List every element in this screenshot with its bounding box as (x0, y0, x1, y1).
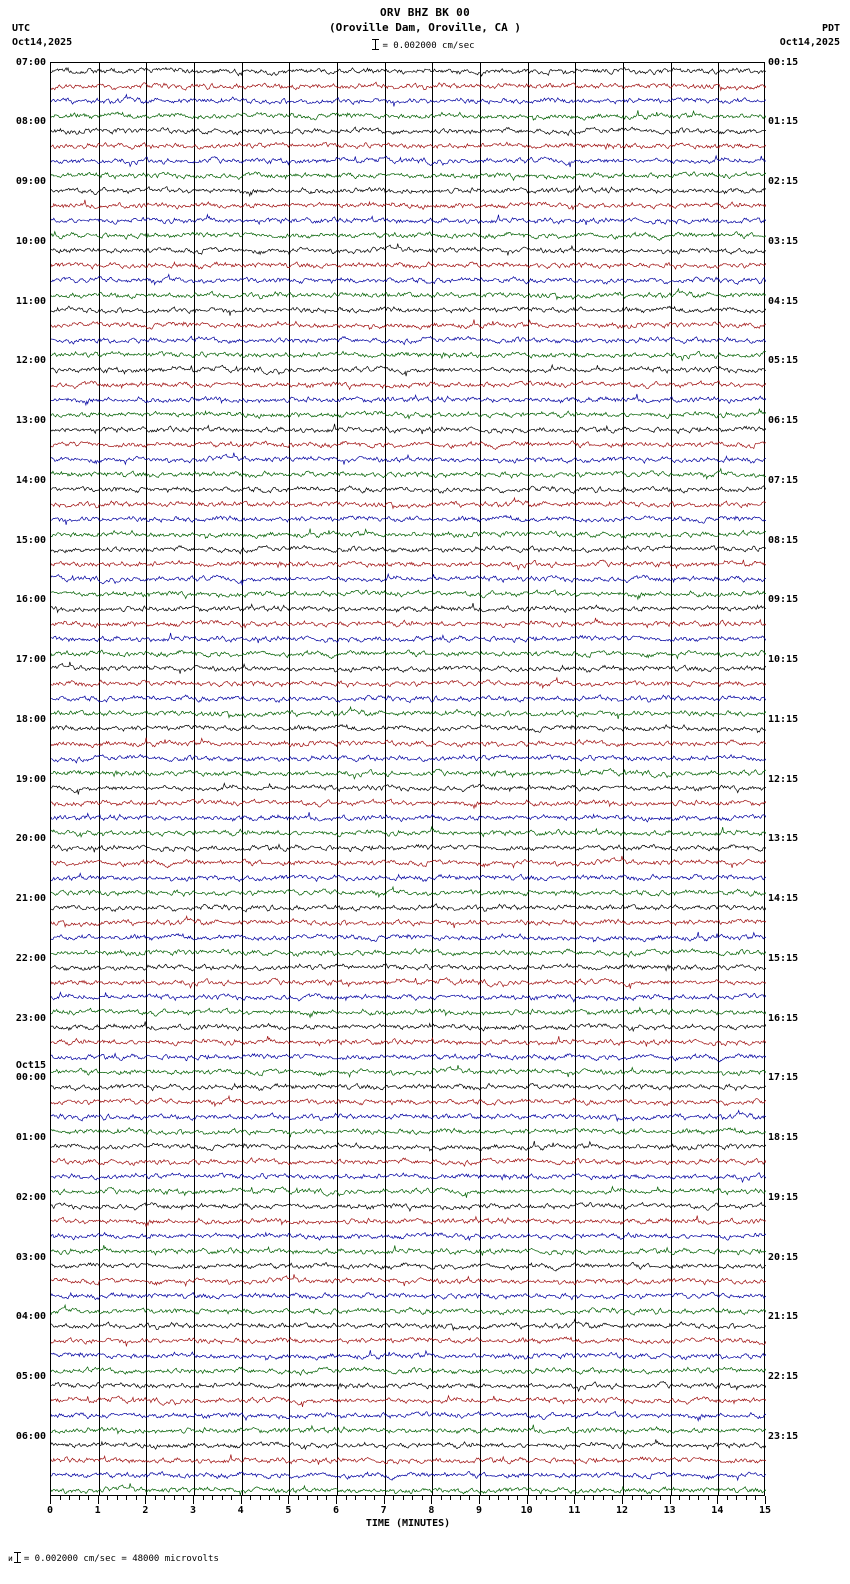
row-label-pdt: 02:15 (768, 176, 799, 187)
axis-minor-tick (298, 1496, 299, 1500)
row-label-utc: 01:00 (15, 1132, 46, 1143)
trace-line (51, 262, 766, 269)
trace-line (51, 827, 766, 837)
row-label-pdt: 16:15 (768, 1012, 799, 1024)
axis-minor-tick (117, 1496, 118, 1500)
trace-line (51, 1455, 766, 1465)
row-label-pdt: 23:15 (768, 1430, 799, 1442)
row-label-pdt: 13:15 (768, 833, 799, 845)
axis-minor-tick (603, 1496, 604, 1500)
row-label-pdt: 09:15 (768, 594, 799, 606)
trace-line (51, 1065, 766, 1077)
trace-line (51, 1425, 766, 1434)
trace-line (51, 904, 766, 912)
trace-line (51, 320, 766, 330)
trace-line (51, 351, 766, 360)
trace-line (51, 1128, 766, 1138)
axis-tick (384, 1496, 385, 1504)
axis-minor-tick (107, 1496, 108, 1500)
axis-minor-tick (679, 1496, 680, 1500)
trace-line (51, 110, 766, 120)
row-label-utc: 11:00 (15, 295, 46, 307)
row-label-utc: 04:00 (15, 1311, 46, 1323)
axis-minor-tick (736, 1496, 737, 1500)
trace-line (51, 156, 766, 167)
seismic-traces (51, 63, 766, 1497)
axis-minor-tick (155, 1496, 156, 1500)
axis-minor-tick (365, 1496, 366, 1500)
trace-line (51, 1262, 766, 1271)
row-label-pdt: 20:15 (768, 1251, 799, 1263)
trace-line (51, 498, 766, 509)
row-label-pdt: 21:15 (768, 1311, 799, 1323)
row-label-pdt: 14:15 (768, 893, 799, 904)
trace-line (51, 603, 766, 612)
right-date-label: Oct14,2025 (779, 37, 840, 48)
trace-line (51, 844, 766, 852)
axis-minor-tick (412, 1496, 413, 1500)
axis-tick-label: 8 (428, 1505, 435, 1516)
axis-tick-label: 2 (142, 1505, 149, 1516)
axis-tick (479, 1496, 480, 1504)
axis-minor-tick (317, 1496, 318, 1500)
trace-line (51, 68, 766, 77)
axis-minor-tick (460, 1496, 461, 1500)
trace-line (51, 215, 766, 225)
row-label-utc: 19:00 (15, 773, 46, 785)
left-timezone (12, 22, 72, 50)
trace-line (51, 932, 766, 942)
trace-line (51, 306, 766, 316)
trace-line (51, 453, 766, 465)
axis-tick (670, 1496, 671, 1504)
axis-minor-tick (269, 1496, 270, 1500)
row-label-pdt: 19:15 (768, 1191, 799, 1203)
trace-line (51, 1158, 766, 1166)
axis-minor-tick (612, 1496, 613, 1500)
axis-minor-tick (212, 1496, 213, 1500)
row-label-utc: 15:00 (15, 534, 46, 546)
axis-minor-tick (565, 1496, 566, 1500)
trace-line (51, 1245, 766, 1255)
location-title: (Oroville Dam, Oroville, CA ) (328, 21, 522, 34)
axis-minor-tick (136, 1496, 137, 1500)
trace-line (51, 394, 766, 405)
trace-line (51, 381, 766, 390)
trace-line (51, 336, 766, 344)
trace-line (51, 1036, 766, 1046)
time-axis (46, 1496, 772, 1530)
trace-line (51, 1412, 766, 1421)
axis-minor-tick (755, 1496, 756, 1500)
footer-scale-label: = 0.002000 cm/sec = 48000 microvolts (23, 1554, 219, 1564)
row-label-utc: 20:00 (15, 833, 46, 845)
axis-tick-label: 12 (615, 1505, 629, 1516)
trace-line (51, 1439, 766, 1449)
axis-minor-tick (746, 1496, 747, 1500)
axis-minor-tick (346, 1496, 347, 1500)
axis-minor-tick (231, 1496, 232, 1500)
axis-tick (574, 1496, 575, 1504)
trace-line (51, 1367, 766, 1375)
trace-line (51, 916, 766, 928)
row-label-utc: 08:00 (15, 116, 46, 128)
trace-line (51, 650, 766, 659)
station-title: ORV BHZ BK 00 (380, 6, 470, 19)
axis-title: TIME (MINUTES) (365, 1518, 451, 1529)
trace-line (51, 812, 766, 822)
trace-line (51, 529, 766, 539)
axis-minor-tick (203, 1496, 204, 1500)
right-timezone (780, 22, 840, 50)
row-label-pdt: 18:15 (768, 1132, 799, 1143)
axis-minor-tick (355, 1496, 356, 1500)
trace-line (51, 142, 766, 149)
row-label-utc: 10:00 (15, 235, 46, 247)
axis-tick (98, 1496, 99, 1504)
helicorder-plot (50, 62, 765, 1496)
axis-minor-tick (508, 1496, 509, 1500)
trace-line (51, 232, 766, 241)
axis-tick (50, 1496, 51, 1504)
row-label-utc: 06:00 (15, 1430, 46, 1442)
axis-minor-tick (307, 1496, 308, 1500)
row-label-pdt: 11:15 (768, 713, 799, 725)
trace-line (51, 560, 766, 570)
row-label-utc: 03:00 (15, 1251, 46, 1263)
axis-minor-tick (222, 1496, 223, 1500)
trace-line (51, 1096, 766, 1106)
axis-minor-tick (708, 1496, 709, 1500)
axis-minor-tick (260, 1496, 261, 1500)
trace-line (51, 738, 766, 748)
axis-tick-label: 5 (285, 1505, 292, 1516)
axis-minor-tick (632, 1496, 633, 1500)
trace-line (51, 1382, 766, 1392)
axis-minor-tick (126, 1496, 127, 1500)
axis-minor-tick (698, 1496, 699, 1500)
trace-line (51, 1053, 766, 1062)
row-label-pdt: 00:15 (768, 56, 799, 68)
axis-minor-tick (546, 1496, 547, 1500)
axis-minor-tick (517, 1496, 518, 1500)
scale-legend-label: = 0.002000 cm/sec (382, 41, 475, 51)
axis-minor-tick (422, 1496, 423, 1500)
axis-minor-tick (727, 1496, 728, 1500)
row-label-pdt: 04:15 (768, 295, 799, 307)
trace-line (51, 1110, 766, 1121)
trace-line (51, 1233, 766, 1241)
row-label-pdt: 07:15 (768, 474, 799, 486)
row-label-utc: 23:00 (15, 1012, 46, 1024)
mu-glyph: и (8, 1554, 13, 1563)
row-label-pdt: 08:15 (768, 534, 799, 546)
axis-minor-tick (393, 1496, 394, 1500)
trace-line (51, 469, 766, 479)
trace-line (51, 1203, 766, 1212)
axis-minor-tick (326, 1496, 327, 1500)
axis-tick (622, 1496, 623, 1504)
trace-line (51, 678, 766, 688)
trace-line (51, 1173, 766, 1182)
row-label-utc: 05:00 (15, 1371, 46, 1382)
trace-line (51, 873, 766, 881)
trace-line (51, 633, 766, 643)
trace-line (51, 978, 766, 989)
row-label-utc: 14:00 (15, 474, 46, 486)
row-label-pdt: 22:15 (768, 1371, 799, 1382)
axis-minor-tick (174, 1496, 175, 1500)
scale-bar-icon (375, 39, 376, 50)
trace-line (51, 1337, 766, 1346)
scale-legend (0, 39, 850, 51)
axis-tick-label: 9 (475, 1505, 483, 1516)
row-label-utc: 18:00 (15, 713, 46, 725)
axis-tick-label: 10 (520, 1505, 533, 1516)
trace-line (51, 695, 766, 703)
axis-tick (145, 1496, 146, 1504)
trace-line (51, 409, 766, 419)
axis-minor-tick (183, 1496, 184, 1500)
row-label-pdt: 17:15 (768, 1072, 799, 1084)
trace-line (51, 1472, 766, 1481)
trace-line (51, 486, 766, 494)
axis-minor-tick (88, 1496, 89, 1500)
trace-line (51, 127, 766, 135)
axis-tick (527, 1496, 528, 1504)
axis-minor-tick (536, 1496, 537, 1500)
axis-minor-tick (450, 1496, 451, 1500)
axis-minor-tick (374, 1496, 375, 1500)
axis-minor-tick (651, 1496, 652, 1500)
trace-line (51, 172, 766, 181)
trace-line (51, 856, 766, 868)
trace-line (51, 1350, 766, 1360)
axis-minor-tick (689, 1496, 690, 1500)
trace-line (51, 1216, 766, 1227)
row-label-utc: 07:00 (15, 56, 46, 68)
trace-line (51, 1292, 766, 1299)
axis-tick-label: 14 (711, 1505, 724, 1516)
trace-line (51, 200, 766, 210)
footer-scale (8, 1552, 219, 1564)
trace-line (51, 783, 766, 794)
axis-minor-tick (593, 1496, 594, 1500)
axis-minor-tick (498, 1496, 499, 1500)
trace-line (51, 424, 766, 434)
trace-line (51, 964, 766, 971)
axis-tick (336, 1496, 337, 1504)
axis-minor-tick (279, 1496, 280, 1500)
axis-minor-tick (469, 1496, 470, 1500)
axis-tick (241, 1496, 242, 1504)
axis-minor-tick (555, 1496, 556, 1500)
trace-line (51, 887, 766, 897)
axis-minor-tick (60, 1496, 61, 1500)
chart-header (0, 0, 850, 60)
row-label-utc: 16:00 (15, 594, 46, 606)
row-label-pdt: 01:15 (768, 116, 799, 128)
trace-line (51, 1083, 766, 1090)
axis-tick-label: 4 (237, 1505, 244, 1516)
row-label-pdt: 12:15 (768, 773, 799, 785)
trace-line (51, 244, 766, 256)
right-timezone-label: PDT (821, 23, 840, 34)
trace-line (51, 1483, 766, 1495)
row-label-pdt: 06:15 (768, 415, 799, 426)
axis-tick (288, 1496, 289, 1504)
axis-minor-tick (489, 1496, 490, 1500)
trace-line (51, 590, 766, 599)
axis-minor-tick (250, 1496, 251, 1500)
trace-line (51, 82, 766, 90)
trace-line (51, 949, 766, 957)
trace-line (51, 707, 766, 719)
row-label-utc: 02:00 (15, 1191, 46, 1203)
trace-line (51, 1021, 766, 1031)
row-label-utc: 21:00 (15, 893, 46, 904)
left-timezone-label: UTC (12, 23, 31, 34)
trace-line (51, 186, 766, 196)
axis-tick (765, 1496, 766, 1504)
trace-line (51, 546, 766, 554)
trace-line (51, 574, 766, 585)
axis-minor-tick (641, 1496, 642, 1500)
axis-tick-label: 6 (332, 1505, 340, 1516)
trace-line (51, 365, 766, 376)
axis-minor-tick (69, 1496, 70, 1500)
trace-line (51, 769, 766, 779)
trace-line (51, 1274, 766, 1286)
row-label-utc: 12:00 (15, 355, 46, 367)
trace-line (51, 1141, 766, 1151)
axis-tick-label: 3 (189, 1505, 197, 1516)
trace-line (51, 289, 766, 300)
axis-minor-tick (584, 1496, 585, 1500)
trace-line (51, 992, 766, 1002)
axis-tick (431, 1496, 432, 1504)
day-change-label: Oct15 (15, 1060, 46, 1072)
trace-line (51, 799, 766, 808)
axis-tick-label: 13 (663, 1505, 676, 1516)
axis-tick-label: 1 (94, 1505, 101, 1516)
left-date-label: Oct14,2025 (12, 37, 73, 48)
trace-line (51, 441, 766, 450)
axis-minor-tick (164, 1496, 165, 1500)
axis-tick (193, 1496, 194, 1504)
axis-tick (717, 1496, 718, 1504)
axis-tick-label: 7 (380, 1505, 387, 1516)
footer-scale-bar-icon (17, 1552, 18, 1563)
trace-line (51, 515, 766, 524)
row-label-utc: 00:00 (15, 1072, 46, 1084)
row-label-pdt: 03:15 (768, 235, 799, 247)
row-label-utc: 22:00 (15, 952, 46, 964)
trace-line (51, 95, 766, 107)
row-label-pdt: 15:15 (768, 952, 799, 964)
axis-minor-tick (660, 1496, 661, 1500)
trace-line (51, 1187, 766, 1198)
row-label-utc: 17:00 (15, 654, 46, 665)
trace-line (51, 662, 766, 674)
trace-line (51, 275, 766, 285)
axis-minor-tick (79, 1496, 80, 1500)
trace-line (51, 1008, 766, 1018)
trace-line (51, 1305, 766, 1315)
trace-line (51, 1320, 766, 1331)
axis-tick-label: 11 (568, 1505, 581, 1516)
row-label-utc: 13:00 (15, 415, 46, 426)
row-label-utc: 09:00 (15, 176, 46, 187)
axis-tick-label: 0 (46, 1505, 54, 1516)
trace-line (51, 755, 766, 763)
trace-line (51, 618, 766, 628)
axis-tick-label: 15 (758, 1505, 772, 1516)
trace-line (51, 725, 766, 733)
trace-line (51, 1396, 766, 1407)
axis-minor-tick (403, 1496, 404, 1500)
row-label-pdt: 10:15 (768, 654, 799, 665)
axis-minor-tick (441, 1496, 442, 1500)
row-label-pdt: 05:15 (768, 355, 799, 367)
